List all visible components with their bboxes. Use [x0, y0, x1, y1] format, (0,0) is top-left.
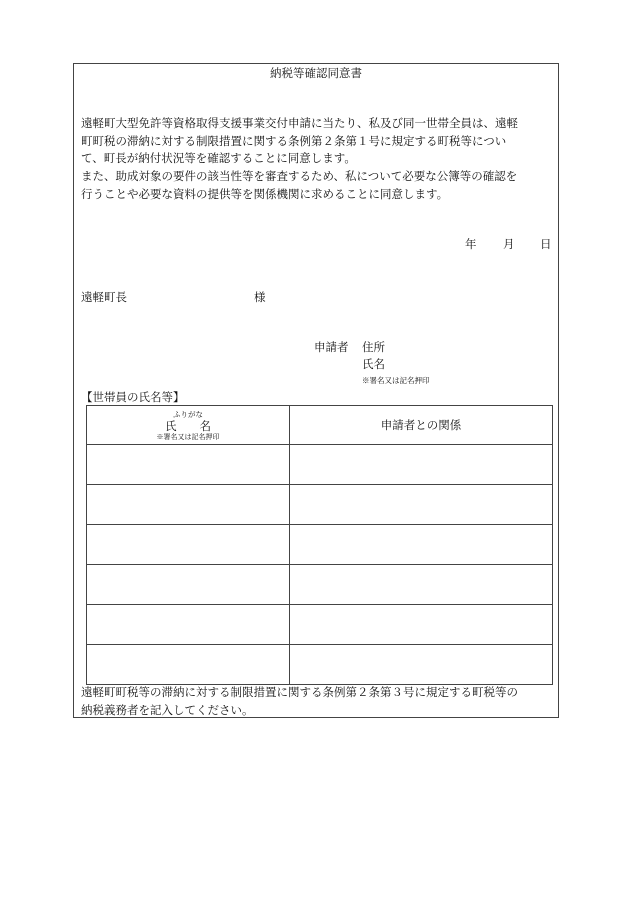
- household-members-table: [86, 405, 553, 685]
- member-name-cell[interactable]: [87, 645, 290, 685]
- paragraph-line: 行うことや必要な資料の提供等を関係機関に求めることに同意します。: [81, 186, 449, 201]
- addressee-honorific: 様: [254, 290, 266, 304]
- table-header-row: [87, 406, 553, 445]
- date-day-field[interactable]: 日: [540, 237, 552, 251]
- table-row: [87, 645, 553, 685]
- member-relation-cell[interactable]: [290, 605, 553, 645]
- member-relation-cell[interactable]: [290, 445, 553, 485]
- footer-line: 納税義務者を記入してください。: [81, 702, 254, 717]
- member-name-cell[interactable]: [87, 485, 290, 525]
- applicant-label: 申請者: [314, 340, 349, 354]
- paragraph-line: また、助成対象の要件の該当性等を審査するため、私について必要な公簿等の確認を: [81, 169, 518, 183]
- household-section-title: 【世帯員の氏名等】: [81, 390, 185, 404]
- applicant-address-field[interactable]: 住所: [362, 340, 385, 354]
- applicant-name-field[interactable]: 氏名: [362, 357, 385, 371]
- table-row: [87, 485, 553, 525]
- name-header-cell: [87, 406, 290, 445]
- name-header: 氏 名: [165, 418, 211, 433]
- table-row: [87, 565, 553, 605]
- table-row: [87, 445, 553, 485]
- paragraph-line: て、町長が納付状況等を確認することに同意します。: [81, 151, 356, 165]
- member-relation-cell[interactable]: [290, 485, 553, 525]
- member-relation-cell[interactable]: [290, 645, 553, 685]
- member-name-cell[interactable]: [87, 565, 290, 605]
- date-year-field[interactable]: 年: [465, 237, 477, 251]
- member-name-cell[interactable]: [87, 445, 290, 485]
- table-row: [87, 525, 553, 565]
- relation-header: 申請者との関係: [290, 406, 553, 445]
- member-name-cell[interactable]: [87, 605, 290, 645]
- date-month-field[interactable]: 月: [503, 237, 515, 251]
- consent-paragraph-2: [81, 168, 553, 203]
- footer-note: [81, 684, 553, 719]
- member-relation-cell[interactable]: [290, 565, 553, 605]
- addressee-name: 遠軽町長: [81, 290, 127, 304]
- consent-paragraph-1: [81, 115, 553, 168]
- furigana-label: ふりがな: [173, 409, 203, 419]
- paragraph-line: 町町税の滞納に対する制限措置に関する条例第２条第１号に規定する町税等につい: [81, 133, 507, 148]
- member-relation-cell[interactable]: [290, 525, 553, 565]
- table-row: [87, 605, 553, 645]
- footer-line: 遠軽町町税等の滞納に対する制限措置に関する条例第２条第３号に規定する町税等の: [81, 685, 518, 699]
- paragraph-line: 遠軽町大型免許等資格取得支援事業交付申請に当たり、私及び同一世帯全員は、遠軽: [81, 116, 518, 130]
- applicant-seal-note: ※署名又は記名押印: [362, 376, 430, 385]
- document-title: 納税等確認同意書: [270, 66, 362, 80]
- member-name-cell[interactable]: [87, 525, 290, 565]
- seal-note: ※署名又は記名押印: [156, 432, 220, 441]
